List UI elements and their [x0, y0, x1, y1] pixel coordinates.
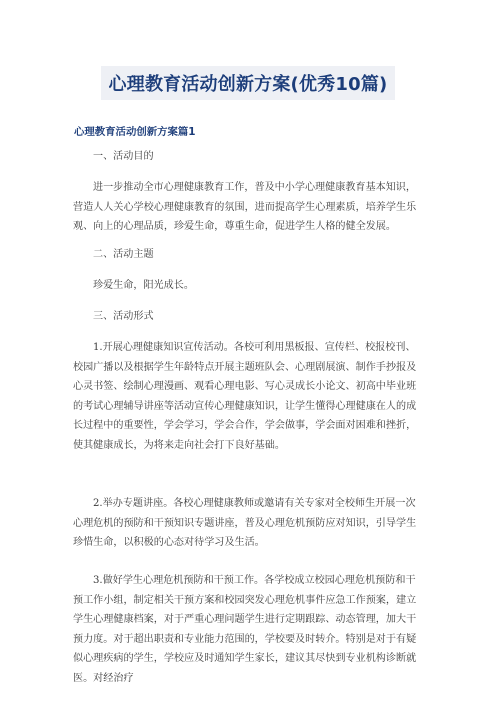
- heading-purpose: 一、活动目的: [93, 151, 154, 162]
- paragraph-form-3: 3.做好学生心理危机预防和干预工作。各学校成立校园心理危机预防和干预工作小组，制定相关干预方案和校园突发心理危机事件应急工作预案，建立学生心理健康档案，对于严重心理问题学生进行定期跟踪、动态管理，加大干预力度。对于超出职责和专业能力范围的，学校要及时转介。特别是对于有疑似心理疾病的学生，学校应及时通知学生家长，建议其尽快到专业机构诊断就医。对经治疗: [73, 575, 417, 684]
- document-title: 心理教育活动创新方案(优秀10篇): [101, 66, 396, 100]
- paragraph-purpose: 进一步推动全市心理健康教育工作，普及中小学心理健康教育基本知识，营造人人关心学校心理健康教育的氛围，进而提高学生心理素质，培养学生乐观、向上的心理品质，珍爱生命，尊重生命，促进学生人格的健全发展。: [73, 182, 417, 233]
- paragraph-form-2: 2.举办专题讲座。各校心理健康教师或邀请有关专家对全校师生开展一次心理危机的预防和干预知识专题讲座，普及心理危机预防应对知识，引导学生珍惜生命，以积极的心态对待学习及生活。: [73, 498, 417, 549]
- heading-theme: 二、活动主题: [93, 249, 154, 260]
- paragraph-form-1: 1.开展心理健康知识宣传活动。各校可利用黑板报、宣传栏、校报校刊、校园广播以及根据学生年龄特点开展主题班队会、心理剧展演、制作手抄报及心灵书签、绘制心理漫画、观看心理电影、写心灵成长小论文、初高中毕业班的考试心理辅导讲座等活动宣传心理健康知识，让学生懂得心理健康在人的成长过程中的重要性，学会学习，学会合作，学会做事，学会面对困难和挫折，使其健康成长，为将来走向社会打下良好基础。: [73, 342, 417, 451]
- heading-form: 三、活动形式: [93, 311, 154, 322]
- title-wrap: [0, 66, 496, 100]
- paragraph-theme: 珍爱生命，阳光成长。: [93, 280, 194, 291]
- section-title: 心理教育活动创新方案篇1: [74, 126, 196, 138]
